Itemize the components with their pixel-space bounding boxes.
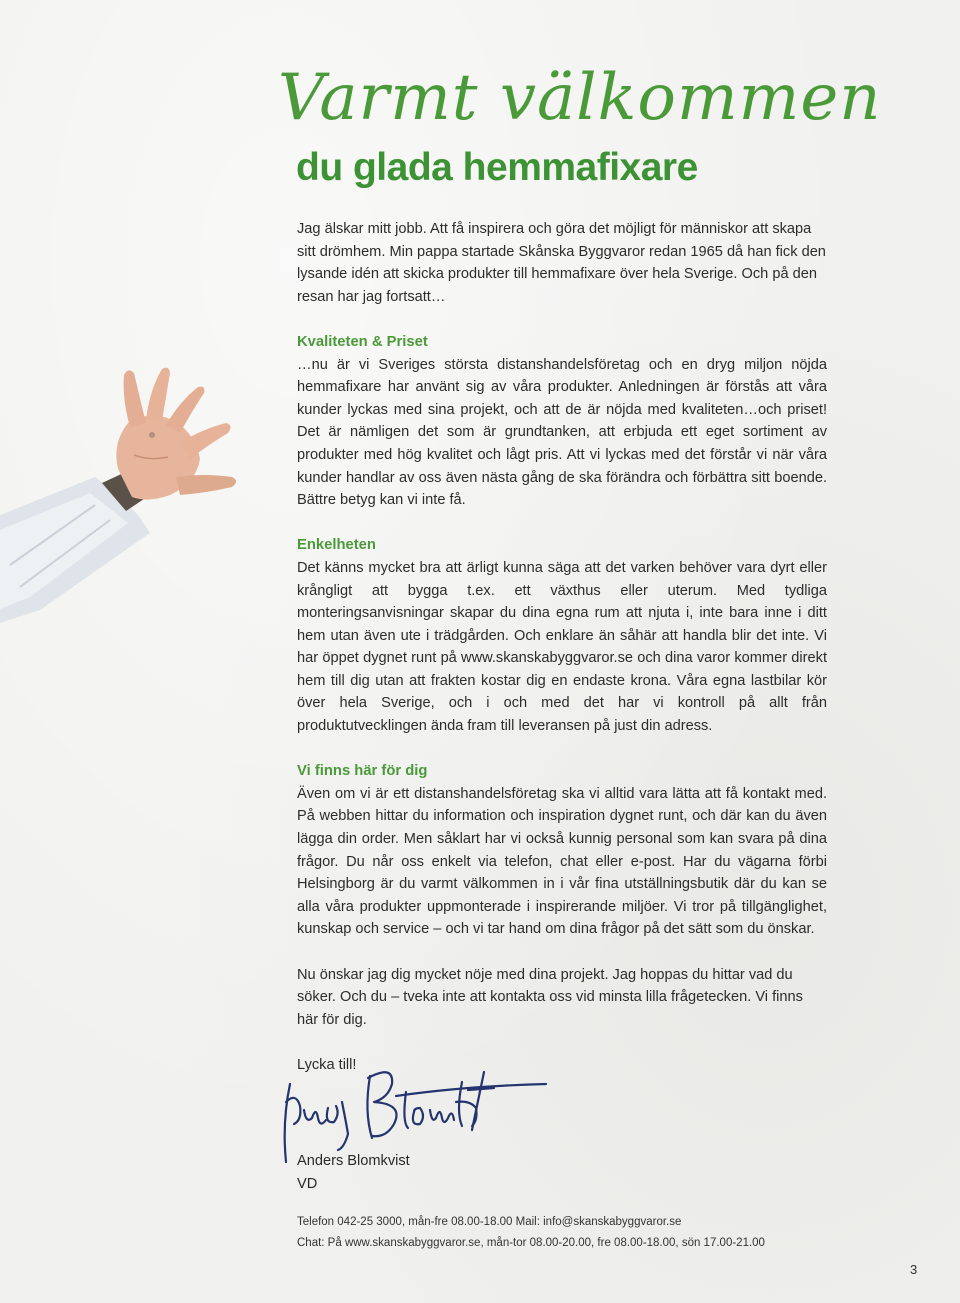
- section-text-quality-price: …nu är vi Sveriges största distanshandelsföretag och en dryg miljon nöjda hemmafixare har använt sig av våra produkter. Anledningen är förstås att våra kunder lyckas med sina projekt, och att de är nöjda med kvaliteten…och priset! Det är nämligen det som är grundtanken, att erbjuda ett eget sortiment av produkter med hög kvalitet och lågt pris. Att vi lyckas med det förstår vi när våra kunder handlar av oss även nästa gång de ska förändra och förbättra sitt boende. Bättre betyg kan vi inte få.: [297, 356, 827, 509]
- contact-phone-mail: Telefon 042-25 3000, mån-fre 08.00-18.00 Mail: info@skanskabyggvaror.se: [297, 1216, 682, 1228]
- section-text-here-for-you: Även om vi är ett distanshandelsföretag ska vi alltid vara lätta att få kontakt med. På webben hittar du information och inspiration dygnet runt, och där kan du även lägga din order. Men såklart har vi också kunnig personal som kan svara på dina frågor. Du når oss enkelt via telefon, chat eller e-post. Har du vägarna förbi Helsingborg är du varmt välkommen in i vår fina utställningsbutik där du kan se alla våra produkter uppmonterade i inspirerande miljöer. Vi tror på tillgänglighet, kunskap och service – och vi tar hand om dina frågor på det sätt som du önskar.: [297, 785, 827, 938]
- signer-title: VD: [297, 1175, 318, 1192]
- page-title: du glada hemmafixare: [296, 146, 698, 189]
- waving-hand-image: [0, 365, 250, 625]
- section-text-simplicity: Det känns mycket bra att ärligt kunna säga att det varken behöver vara dyrt eller krångligt att bygga t.ex. ett växthus eller uterum. Med tydliga monteringsanvisningar skapar du dina egna rum att njuta i, inte bara inne i ditt hem utan även ute i trädgården. Och enklare än såhär att handla blir det inte. Vi har öppet dygnet runt på www.skanskabyggvaror.se och dina varor kommer direkt hem till dig utan att frakten kostar dig en endaste krona. Våra egna lastbilar kör över hela Sverige, och i och med det har vi kontroll på allt från produktutvecklingen ända fram till leveransen på just din adress.: [297, 559, 827, 735]
- signature-block: [297, 1150, 410, 1195]
- closing-paragraph: Nu önskar jag dig mycket nöje med dina projekt. Jag hoppas du hittar vad du söker. Och du – tveka inte att kontakta oss vid minsta lilla frågetecken. Vi finns här för dig.: [297, 966, 803, 1028]
- page-number: 3: [910, 1262, 918, 1277]
- section-heading-here-for-you: Vi finns här för dig: [297, 763, 428, 780]
- contact-chat: Chat: På www.skanskabyggvaror.se, mån-tor 08.00-20.00, fre 08.00-18.00, sön 17.00-21.00: [297, 1237, 765, 1249]
- letter-body: [297, 218, 827, 1099]
- signer-name: Anders Blomkvist: [297, 1153, 410, 1169]
- contact-info: [297, 1212, 765, 1254]
- intro-paragraph: Jag älskar mitt jobb. Att få inspirera och göra det möjligt för människor att skapa sitt drömhem. Min pappa startade Skånska Byggvaror redan 1965 då han fick den lysande idén att skicka produkter till hemmafixare över hela Sverige. Och på den resan har jag fortsatt…: [297, 221, 826, 305]
- greeting: Lycka till!: [297, 1056, 357, 1073]
- section-heading-simplicity: Enkelheten: [297, 537, 376, 554]
- section-heading-quality-price: Kvaliteten & Priset: [297, 333, 428, 350]
- script-title: Varmt välkommen: [278, 61, 882, 135]
